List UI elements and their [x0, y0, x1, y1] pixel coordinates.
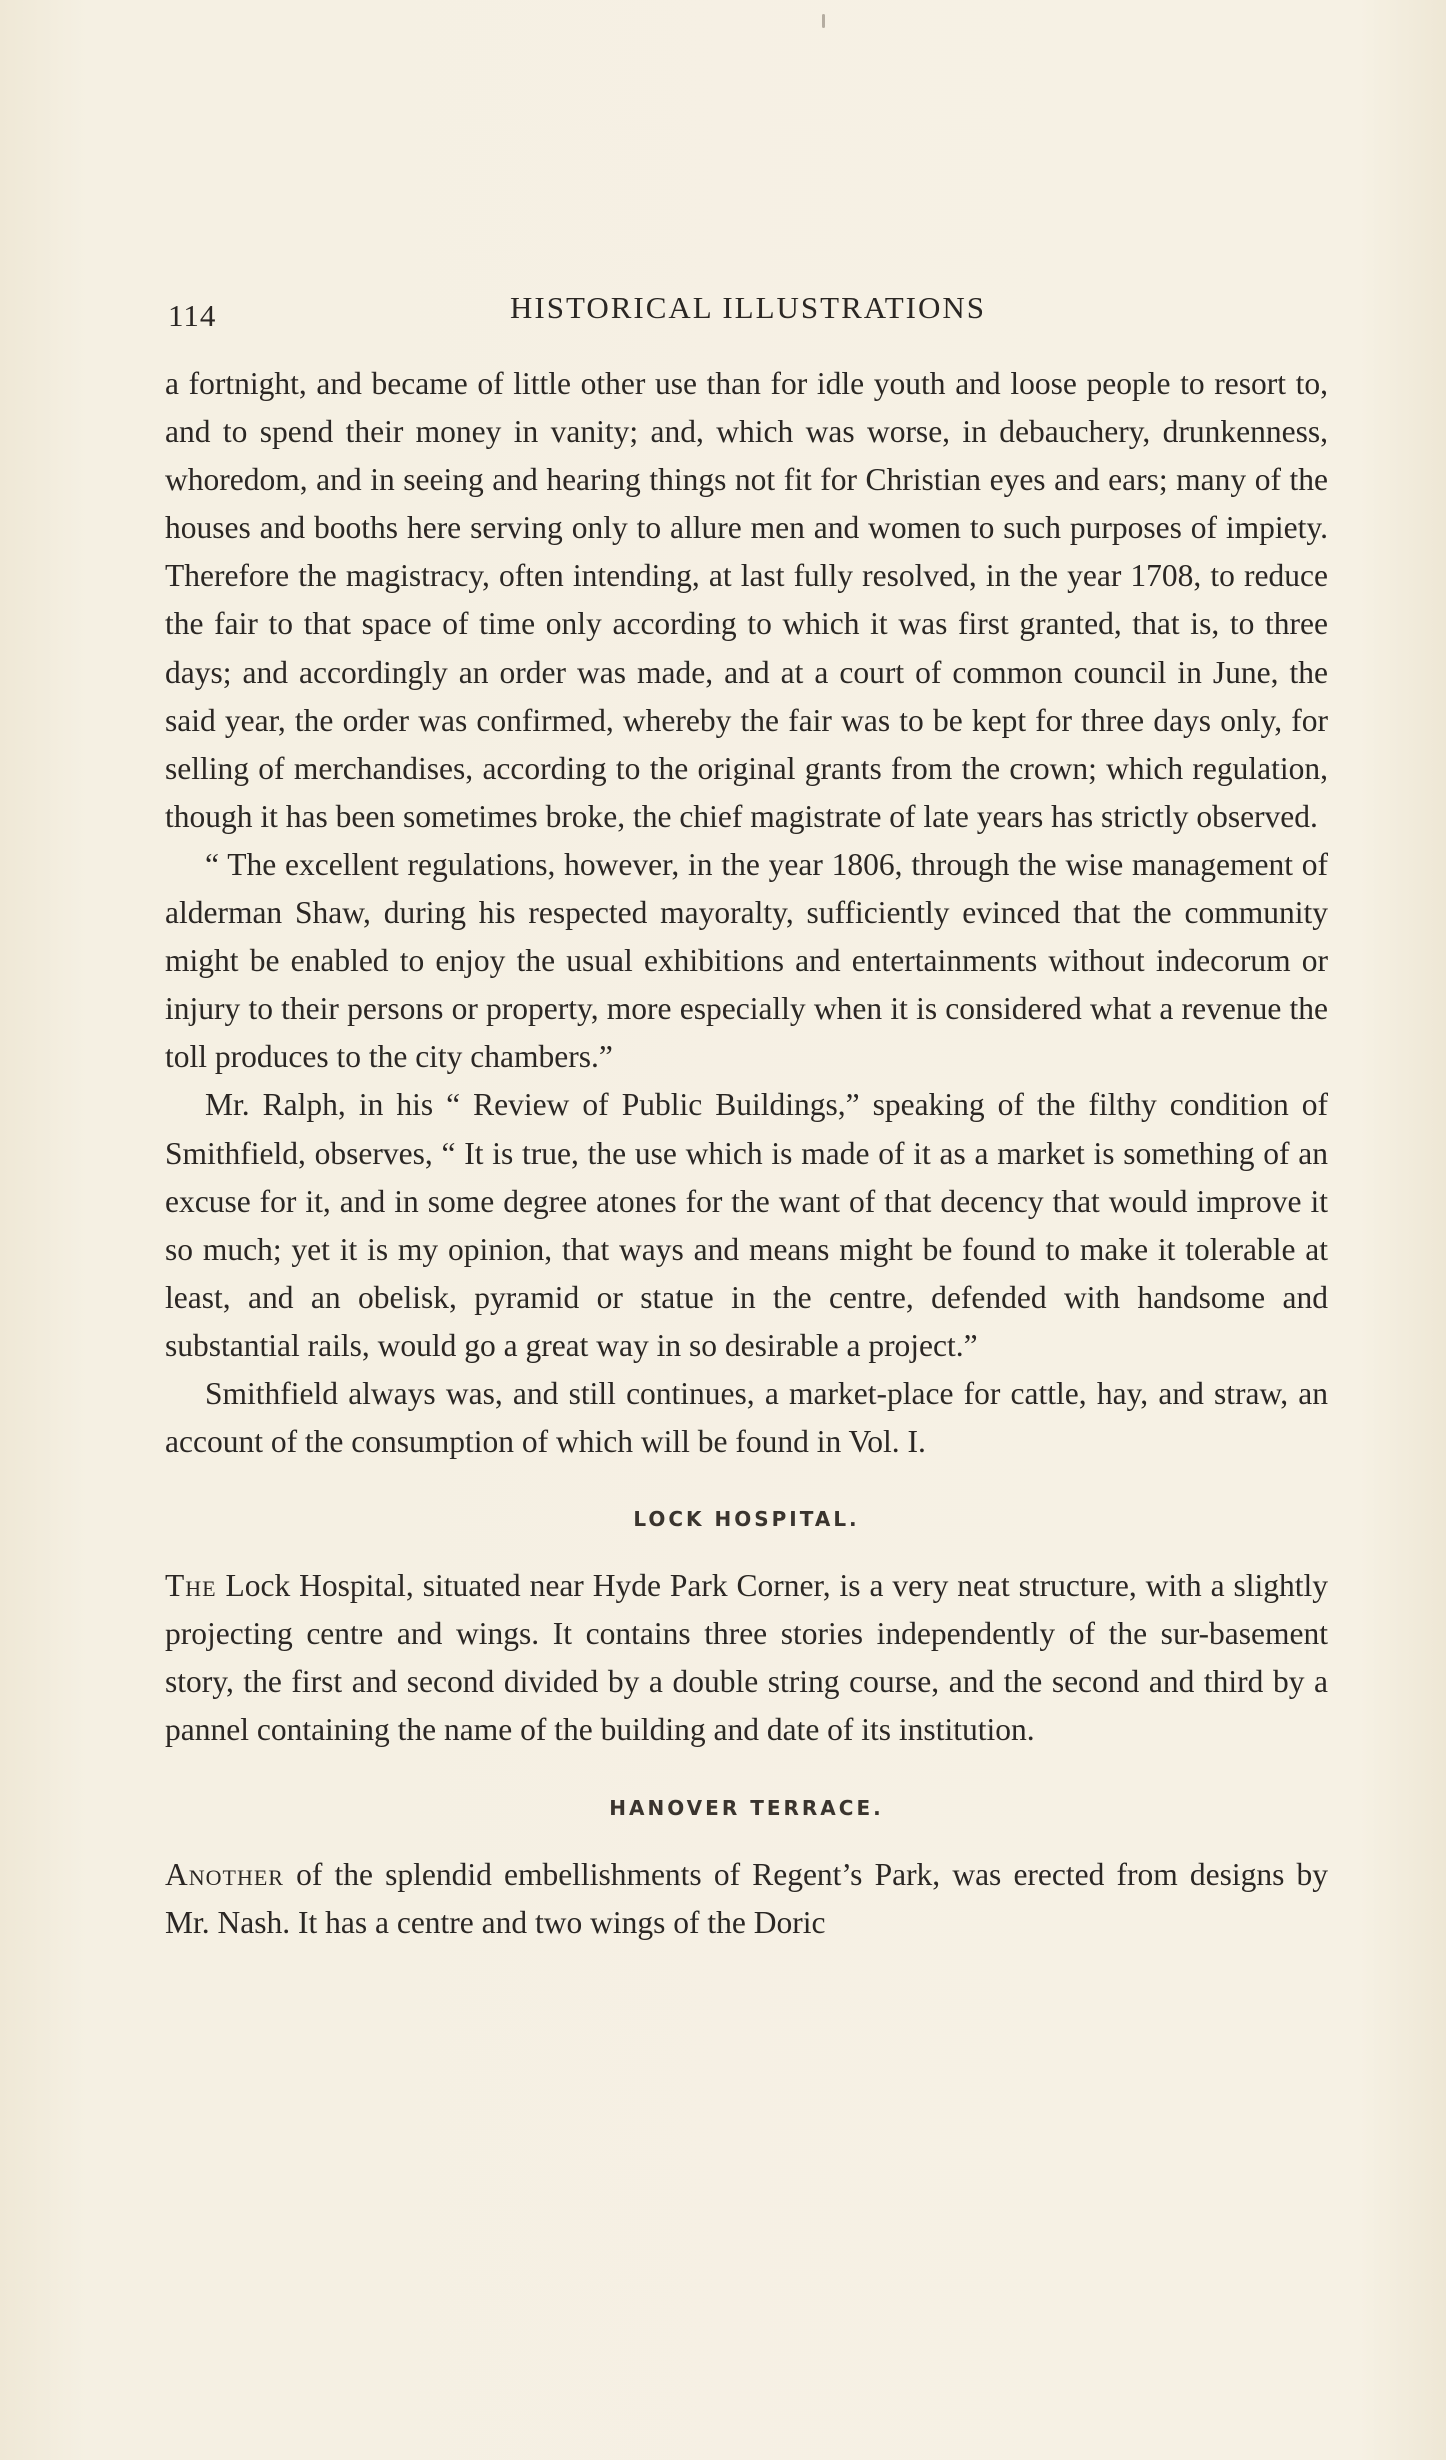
paragraph-regulations-quote: “ The excellent regulations, however, in the year 1806, through the wise management of alderman Shaw, during his respected mayoralty, sufficiently evinced that the community might be enabled to enjoy the usual exhibitions and entertainments without indecorum or injury to their persons or property, more especially when it is considered what a revenue the toll produces to the city chambers.”	[165, 846, 1328, 1075]
paragraph-smithfield-market: Smithfield always was, and still continues, a market-place for cattle, hay, and straw, an account of the consumption of which will be found in Vol. I.	[165, 1375, 1328, 1460]
page-number: 114	[168, 298, 217, 333]
ink-speck	[822, 14, 825, 28]
section-heading-lock-hospital: LOCK HOSPITAL.	[633, 1507, 860, 1532]
paragraph-text: of the splendid embellishments of Regent’s Park, was erected from designs by Mr. Nash. It has a centre and two wings of the Doric	[165, 1856, 1328, 1940]
section-heading-hanover-terrace: HANOVER TERRACE.	[609, 1795, 884, 1820]
lead-word: Another	[165, 1856, 284, 1892]
text-block	[165, 360, 1328, 1947]
paragraph-lock-hospital	[165, 1562, 1328, 1754]
paragraph-text: Lock Hospital, situated near Hyde Park Corner, is a very neat structure, with a slightly projecting centre and wings. It contains three stories independently of the sur-basement story, the first and second divided by a double string course, and the second and third by a pannel containing the name of the building and date of its institution.	[165, 1568, 1328, 1748]
paragraph-hanover-terrace	[165, 1851, 1328, 1947]
paragraph-continuation: a fortnight, and became of little other use than for idle youth and loose people to resort to, and to spend their money in vanity; and, which was worse, in debauchery, drunkenness, whoredom, and in seeing and hearing things not fit for Christian eyes and ears; many of the houses and booths here serving only to allure men and women to such purposes of impiety. Therefore the magistracy, often intending, at last fully resolved, in the year 1708, to reduce the fair to that space of time only according to which it was first granted, that is, to three days; and accordingly an order was made, and at a court of common council in June, the said year, the order was confirmed, whereby the fair was to be kept for three days only, for selling of merchandises, according to the original grants from the crown; which regulation, though it has been sometimes broke, the chief magistrate of late years has strictly observed.	[165, 366, 1328, 834]
page-header	[168, 290, 1328, 336]
paragraph-ralph-review: Mr. Ralph, in his “ Review of Public Buildings,” speaking of the filthy condition of Smithfield, observes, “ It is true, the use which is made of it as a market is something of an excuse for it, and in some degree atones for the want of that decency that would improve it so much; yet it is my opinion, that ways and means might be found to make it tolerable at least, and an obelisk, pyramid or statue in the centre, defended with handsome and substantial rails, would go a great way in so desirable a project.”	[165, 1087, 1328, 1363]
running-title: HISTORICAL ILLUSTRATIONS	[510, 290, 986, 325]
lead-word: The	[165, 1568, 217, 1604]
